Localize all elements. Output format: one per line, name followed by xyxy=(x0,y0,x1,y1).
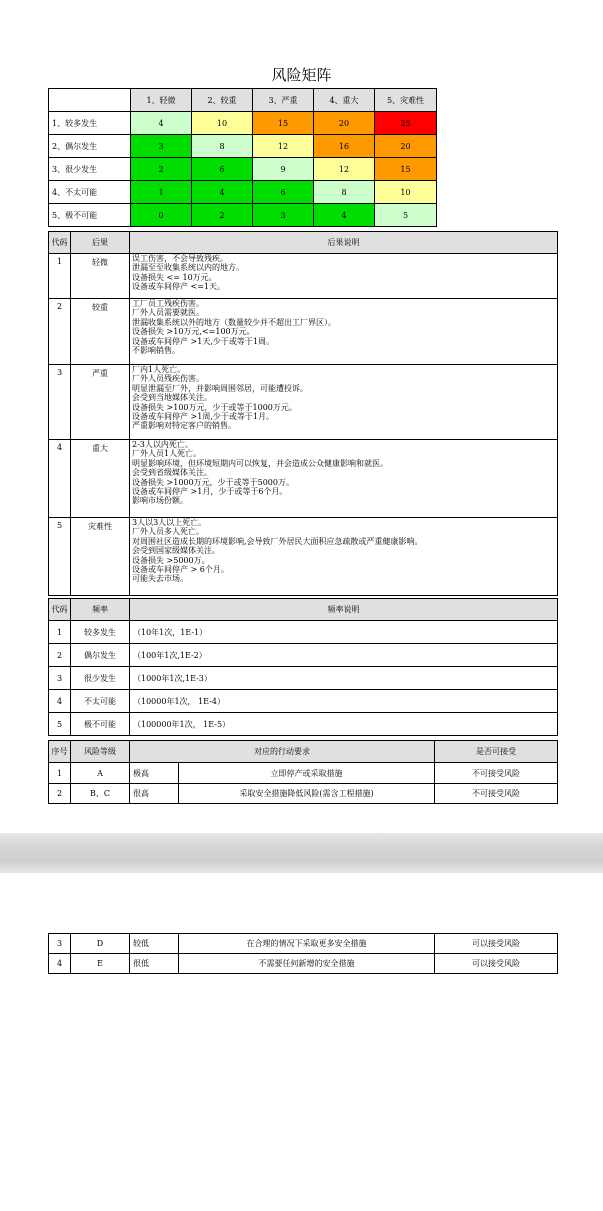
frequency-row xyxy=(49,621,558,644)
consequence-code: 5 xyxy=(49,518,71,596)
consequence-row xyxy=(49,254,558,299)
frequency-name: 较多发生 xyxy=(71,621,130,644)
matrix-cell: 9 xyxy=(253,158,314,181)
action-req: 立即停产或采取措施 xyxy=(179,763,435,784)
matrix-cell: 2 xyxy=(192,204,253,227)
matrix-cell: 1 xyxy=(131,181,192,204)
action-grade: A xyxy=(71,763,130,784)
action-accept: 不可接受风险 xyxy=(435,763,558,784)
matrix-col-header: 2、较重 xyxy=(192,89,253,112)
matrix-row-label: 3、很少发生 xyxy=(49,158,131,181)
consequence-name: 重大 xyxy=(71,440,130,518)
action-row xyxy=(49,954,558,974)
action-row xyxy=(49,934,558,954)
frequency-code: 5 xyxy=(49,713,71,736)
matrix-cell: 3 xyxy=(253,204,314,227)
action-header-grade: 风险等级 xyxy=(71,741,130,763)
frequency-row xyxy=(49,667,558,690)
action-accept: 可以接受风险 xyxy=(435,934,558,954)
consequence-row xyxy=(49,365,558,440)
matrix-col-header: 4、重大 xyxy=(314,89,375,112)
consequence-desc: 厂内1人死亡。 厂外人员残疾伤害。 明显泄漏至厂外，并影响周围邻居，可能遭投诉。 会受到当地媒体关注。 设备损失 >100万元，少于或等于1000万元。 设备或车间停产 >1周,少于或等于1月。 严重影响对特定客户的销售。 xyxy=(130,365,558,440)
frequency-row xyxy=(49,644,558,667)
page-title: 风险矩阵 xyxy=(271,66,332,84)
action-table-continued xyxy=(48,933,558,974)
matrix-cell: 4 xyxy=(131,112,192,135)
consequence-desc: 工厂员工残疾伤害。 厂外人员需要就医。 泄漏收集系统以外的地方（数量较少并不超出工厂界区）。 设备损失 >10万元,<=100万元。 设备或车间停产 >1天,少于或等于1周。 不影响销售。 xyxy=(130,299,558,365)
matrix-row-label: 4、不太可能 xyxy=(49,181,131,204)
matrix-row xyxy=(49,204,437,227)
frequency-name: 很少发生 xyxy=(71,667,130,690)
matrix-cell: 6 xyxy=(192,158,253,181)
matrix-row xyxy=(49,181,437,204)
matrix-cell: 12 xyxy=(314,158,375,181)
frequency-code: 4 xyxy=(49,690,71,713)
matrix-row-label: 5、极不可能 xyxy=(49,204,131,227)
risk-matrix-table xyxy=(48,88,437,227)
consequence-code: 4 xyxy=(49,440,71,518)
matrix-row xyxy=(49,112,437,135)
matrix-row xyxy=(49,135,437,158)
action-no: 4 xyxy=(49,954,71,974)
action-row xyxy=(49,784,558,804)
action-req: 不需要任何新增的安全措施 xyxy=(179,954,435,974)
consequence-row xyxy=(49,299,558,365)
matrix-col-header: 1、轻微 xyxy=(131,89,192,112)
matrix-cell: 16 xyxy=(314,135,375,158)
matrix-cell: 12 xyxy=(253,135,314,158)
consequence-header-desc: 后果说明 xyxy=(130,232,558,254)
matrix-row xyxy=(49,158,437,181)
matrix-col-header: 3、严重 xyxy=(253,89,314,112)
matrix-cell: 5 xyxy=(375,204,437,227)
frequency-desc: （10000年1次， 1E-4） xyxy=(130,690,558,713)
consequence-name: 严重 xyxy=(71,365,130,440)
action-table xyxy=(48,740,558,804)
frequency-code: 2 xyxy=(49,644,71,667)
matrix-corner xyxy=(49,89,131,112)
frequency-name: 极不可能 xyxy=(71,713,130,736)
consequence-desc: 误工伤害，不会导致残疾。 泄漏至至收集系统以内的地方。 设备损失 <= 10万元。 设备或车间停产 <=1天。 xyxy=(130,254,558,299)
frequency-header-name: 频率 xyxy=(71,599,130,621)
matrix-cell: 20 xyxy=(314,112,375,135)
frequency-header-code: 代码 xyxy=(49,599,71,621)
action-grade: B、C xyxy=(71,784,130,804)
action-grade: E xyxy=(71,954,130,974)
consequence-desc: 2-3人以内死亡。 厂外人员1人死亡。 明显影响环境，但环境短期内可以恢复，并会造成公众健康影响和就医。 会受到省级媒体关注。 设备损失 >1000万元，少于或等于5000万。 设备或车间停产 >1月，少于或等于6个月。 影响市场份额。 xyxy=(130,440,558,518)
action-no: 1 xyxy=(49,763,71,784)
action-header-req: 对应的行动要求 xyxy=(130,741,435,763)
action-level: 很低 xyxy=(130,954,179,974)
action-level: 很高 xyxy=(130,784,179,804)
frequency-desc: （100年1次,1E-2） xyxy=(130,644,558,667)
frequency-header-desc: 频率说明 xyxy=(130,599,558,621)
frequency-row xyxy=(49,713,558,736)
frequency-name: 偶尔发生 xyxy=(71,644,130,667)
matrix-cell: 3 xyxy=(131,135,192,158)
matrix-cell: 25 xyxy=(375,112,437,135)
consequence-header-code: 代码 xyxy=(49,232,71,254)
action-no: 3 xyxy=(49,934,71,954)
frequency-row xyxy=(49,690,558,713)
matrix-cell: 2 xyxy=(131,158,192,181)
matrix-cell: 6 xyxy=(253,181,314,204)
matrix-cell: 15 xyxy=(253,112,314,135)
matrix-row-label: 1、较多发生 xyxy=(49,112,131,135)
matrix-cell: 4 xyxy=(314,204,375,227)
consequence-code: 3 xyxy=(49,365,71,440)
action-grade: D xyxy=(71,934,130,954)
matrix-cell: 8 xyxy=(314,181,375,204)
consequence-code: 1 xyxy=(49,254,71,299)
matrix-cell: 10 xyxy=(375,181,437,204)
action-header-accept: 是否可接受 xyxy=(435,741,558,763)
action-accept: 可以接受风险 xyxy=(435,954,558,974)
frequency-code: 3 xyxy=(49,667,71,690)
consequence-name: 轻微 xyxy=(71,254,130,299)
consequence-row xyxy=(49,440,558,518)
matrix-cell: 20 xyxy=(375,135,437,158)
action-no: 2 xyxy=(49,784,71,804)
consequence-name: 较重 xyxy=(71,299,130,365)
consequence-header-name: 后果 xyxy=(71,232,130,254)
matrix-cell: 0 xyxy=(131,204,192,227)
consequence-code: 2 xyxy=(49,299,71,365)
matrix-cell: 15 xyxy=(375,158,437,181)
frequency-desc: （10年1次，1E-1） xyxy=(130,621,558,644)
consequence-desc: 3人以3人以上死亡。 厂外人员多人死亡。 对周围社区造成长期的环境影响,会导致厂外居民大面积应急疏散或严重健康影响。 会受到国家级媒体关注。 设备损失 >5000万。 设备或车间停产 > 6个月。 可能失去市场。 xyxy=(130,518,558,596)
consequence-name: 灾难性 xyxy=(71,518,130,596)
page-break xyxy=(0,833,603,873)
action-level: 极高 xyxy=(130,763,179,784)
matrix-row-label: 2、偶尔发生 xyxy=(49,135,131,158)
consequence-table xyxy=(48,231,558,596)
matrix-cell: 8 xyxy=(192,135,253,158)
frequency-desc: （100000年1次， 1E-5） xyxy=(130,713,558,736)
matrix-cell: 10 xyxy=(192,112,253,135)
action-header-no: 序号 xyxy=(49,741,71,763)
frequency-name: 不太可能 xyxy=(71,690,130,713)
action-level: 较低 xyxy=(130,934,179,954)
action-row xyxy=(49,763,558,784)
frequency-table xyxy=(48,598,558,736)
action-req: 在合理的情况下采取更多安全措施 xyxy=(179,934,435,954)
action-accept: 不可接受风险 xyxy=(435,784,558,804)
frequency-code: 1 xyxy=(49,621,71,644)
consequence-row xyxy=(49,518,558,596)
matrix-cell: 4 xyxy=(192,181,253,204)
action-req: 采取安全措施降低风险(需含工程措施) xyxy=(179,784,435,804)
frequency-desc: （1000年1次,1E-3） xyxy=(130,667,558,690)
matrix-col-header: 5、灾难性 xyxy=(375,89,437,112)
